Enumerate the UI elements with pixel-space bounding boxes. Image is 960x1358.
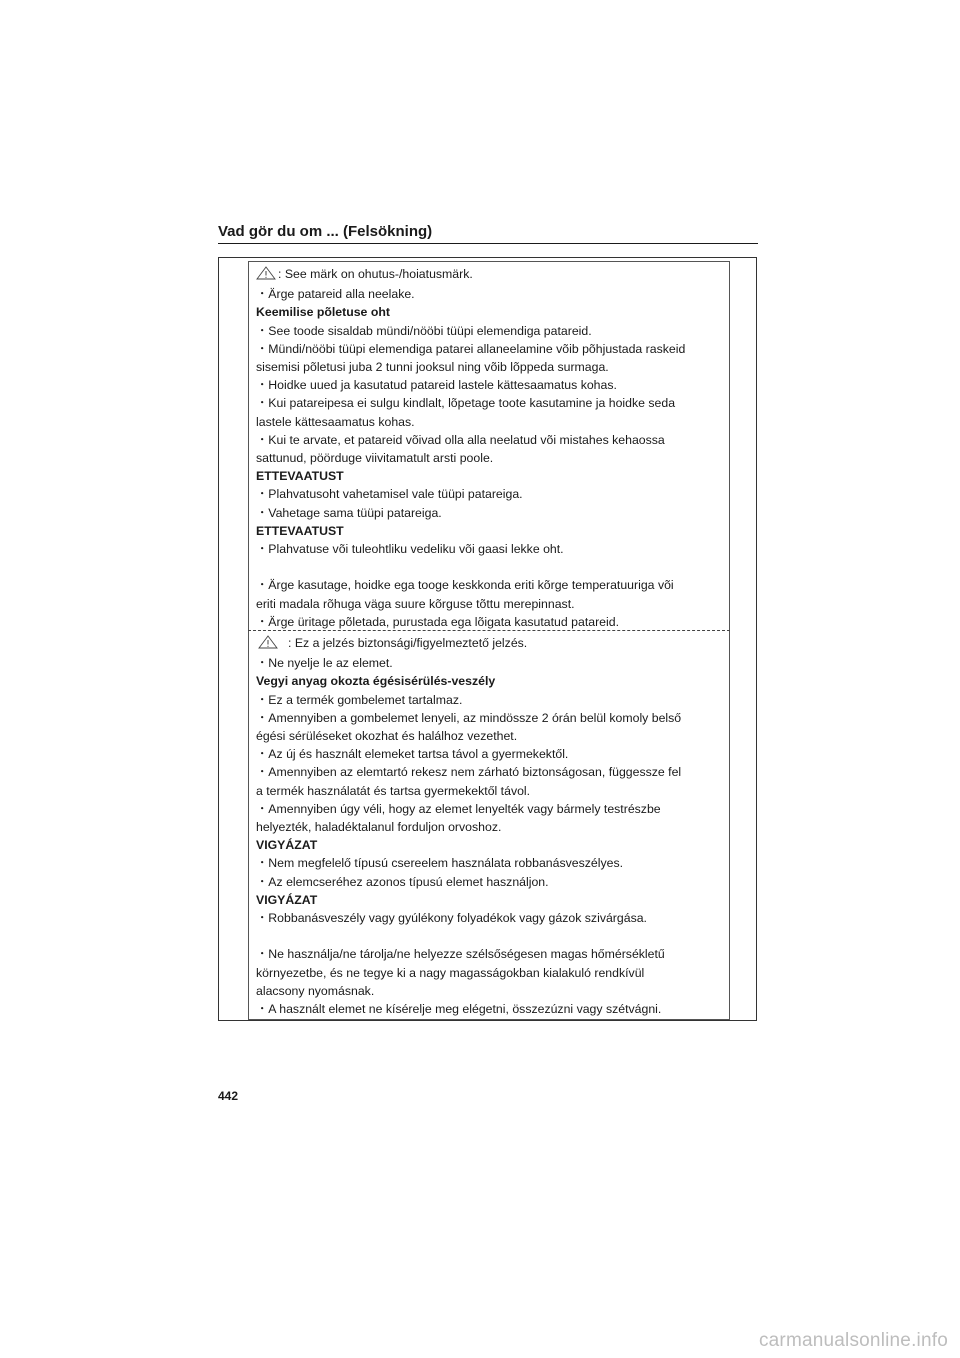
- text-line: ・Kui patareipesa ei sulgu kindlalt, lõpetage toote kasutamine ja hoidke seda: [256, 396, 676, 411]
- text-line: sisemisi põletusi juba 2 tunni jooksul ning võib lõppeda surmaga.: [256, 360, 609, 375]
- warning-triangle-icon: [256, 635, 286, 654]
- text-line: ・Robbanásveszély vagy gyúlékony folyadékok vagy gázok szivárgása.: [256, 911, 647, 926]
- text-line: ・Vahetage sama tüüpi patareiga.: [256, 505, 442, 520]
- text-line: ・Ärge üritage põletada, purustada ega lõigata kasutatud patareid.: [256, 614, 620, 629]
- text-line: ・Ez a termék gombelemet tartalmaz.: [256, 692, 463, 707]
- text-line: ・Plahvatusoht vahetamisel vale tüüpi patareiga.: [256, 487, 523, 502]
- text-line: ・Ärge patareid alla neelake.: [256, 287, 415, 302]
- text-line: sattunud, pöörduge viivitamatult arsti poole.: [256, 451, 494, 466]
- page-header-title: Vad gör du om ... (Felsökning): [218, 223, 433, 240]
- section-divider: [248, 630, 730, 631]
- text-line: ・Amennyiben a gombelemet lenyeli, az mindössze 2 órán belül komoly belső: [256, 710, 682, 725]
- text-line: ・Amennyiben az elemtartó rekesz nem zárható biztonságosan, függessze fel: [256, 765, 682, 780]
- text-line: eriti madala rõhuga väga suure kõrguse tõttu merepinnast.: [256, 596, 575, 611]
- text-line: ・Ne használja/ne tárolja/ne helyezze szélsőségesen magas hőmérsékletű: [256, 947, 665, 962]
- text-line: környezetbe, és ne tegye ki a nagy magasságokban kialakuló rendkívül: [256, 965, 645, 980]
- text-line: ・Mündi/nööbi tüüpi elemendiga patarei allaneelamine võib põhjustada raskeid: [256, 341, 686, 356]
- text-line: égési sérüléseket okozhat és halálhoz vezethet.: [256, 729, 518, 744]
- blank-line: [256, 558, 726, 576]
- hungarian-symbol-text: : Ez a jelzés biztonsági/figyelmeztető jelzés.: [288, 636, 528, 650]
- text-line: ・See toode sisaldab mündi/nööbi tüüpi elemendiga patareid.: [256, 323, 592, 338]
- warning-triangle-icon: [256, 266, 276, 285]
- estonian-warning-section: [256, 265, 726, 631]
- page-number: 442: [218, 1089, 239, 1103]
- blank-line: [256, 927, 726, 945]
- text-line: ・Plahvatuse või tuleohtliku vedeliku või gaasi lekke oht.: [256, 542, 564, 557]
- text-line: a termék használatát és tartsa gyermekektől távol.: [256, 783, 531, 798]
- text-line: ・Az elemcseréhez azonos típusú elemet használjon.: [256, 874, 549, 889]
- text-line: ・Kui te arvate, et patareid võivad olla alla neelatud või mistahes kehaossa: [256, 432, 665, 447]
- section-heading: Keemilise põletuse oht: [256, 305, 390, 320]
- text-line: helyezték, haladéktalanul forduljon orvoshoz.: [256, 820, 502, 835]
- text-line: ・Ne nyelje le az elemet.: [256, 656, 393, 671]
- hungarian-warning-section: [256, 634, 726, 1018]
- section-heading: ETTEVAATUST: [256, 523, 344, 538]
- section-heading: VIGYÁZAT: [256, 892, 318, 907]
- text-line: ・Amennyiben úgy véli, hogy az elemet lenyelték vagy bármely testrészbe: [256, 801, 661, 816]
- section-heading: VIGYÁZAT: [256, 838, 318, 853]
- section-heading: ETTEVAATUST: [256, 469, 344, 484]
- section-heading: Vegyi anyag okozta égésisérülés-veszély: [256, 674, 496, 689]
- hungarian-lines: [256, 654, 726, 1018]
- header-rule: [218, 243, 758, 244]
- text-line: ・Ärge kasutage, hoidke ega tooge keskkonda eriti kõrge temperatuuriga või: [256, 578, 674, 593]
- estonian-symbol-text: : See märk on ohutus-/hoiatusmärk.: [278, 267, 473, 281]
- text-line: alacsony nyomásnak.: [256, 983, 375, 998]
- watermark-text: carmanualsonline.info: [758, 1330, 948, 1351]
- text-line: ・Az új és használt elemeket tartsa távol a gyermekektől.: [256, 747, 569, 762]
- text-line: ・A használt elemet ne kísérelje meg elégetni, összezúzni vagy szétvágni.: [256, 1002, 662, 1017]
- estonian-lines: [256, 285, 726, 631]
- text-line: ・Hoidke uued ja kasutatud patareid lastele kättesaamatus kohas.: [256, 378, 617, 393]
- hungarian-symbol-line: [256, 634, 726, 654]
- estonian-symbol-line: [256, 265, 726, 285]
- text-line: ・Nem megfelelő típusú csereelem használata robbanásveszélyes.: [256, 856, 624, 871]
- text-line: lastele kättesaamatus kohas.: [256, 414, 415, 429]
